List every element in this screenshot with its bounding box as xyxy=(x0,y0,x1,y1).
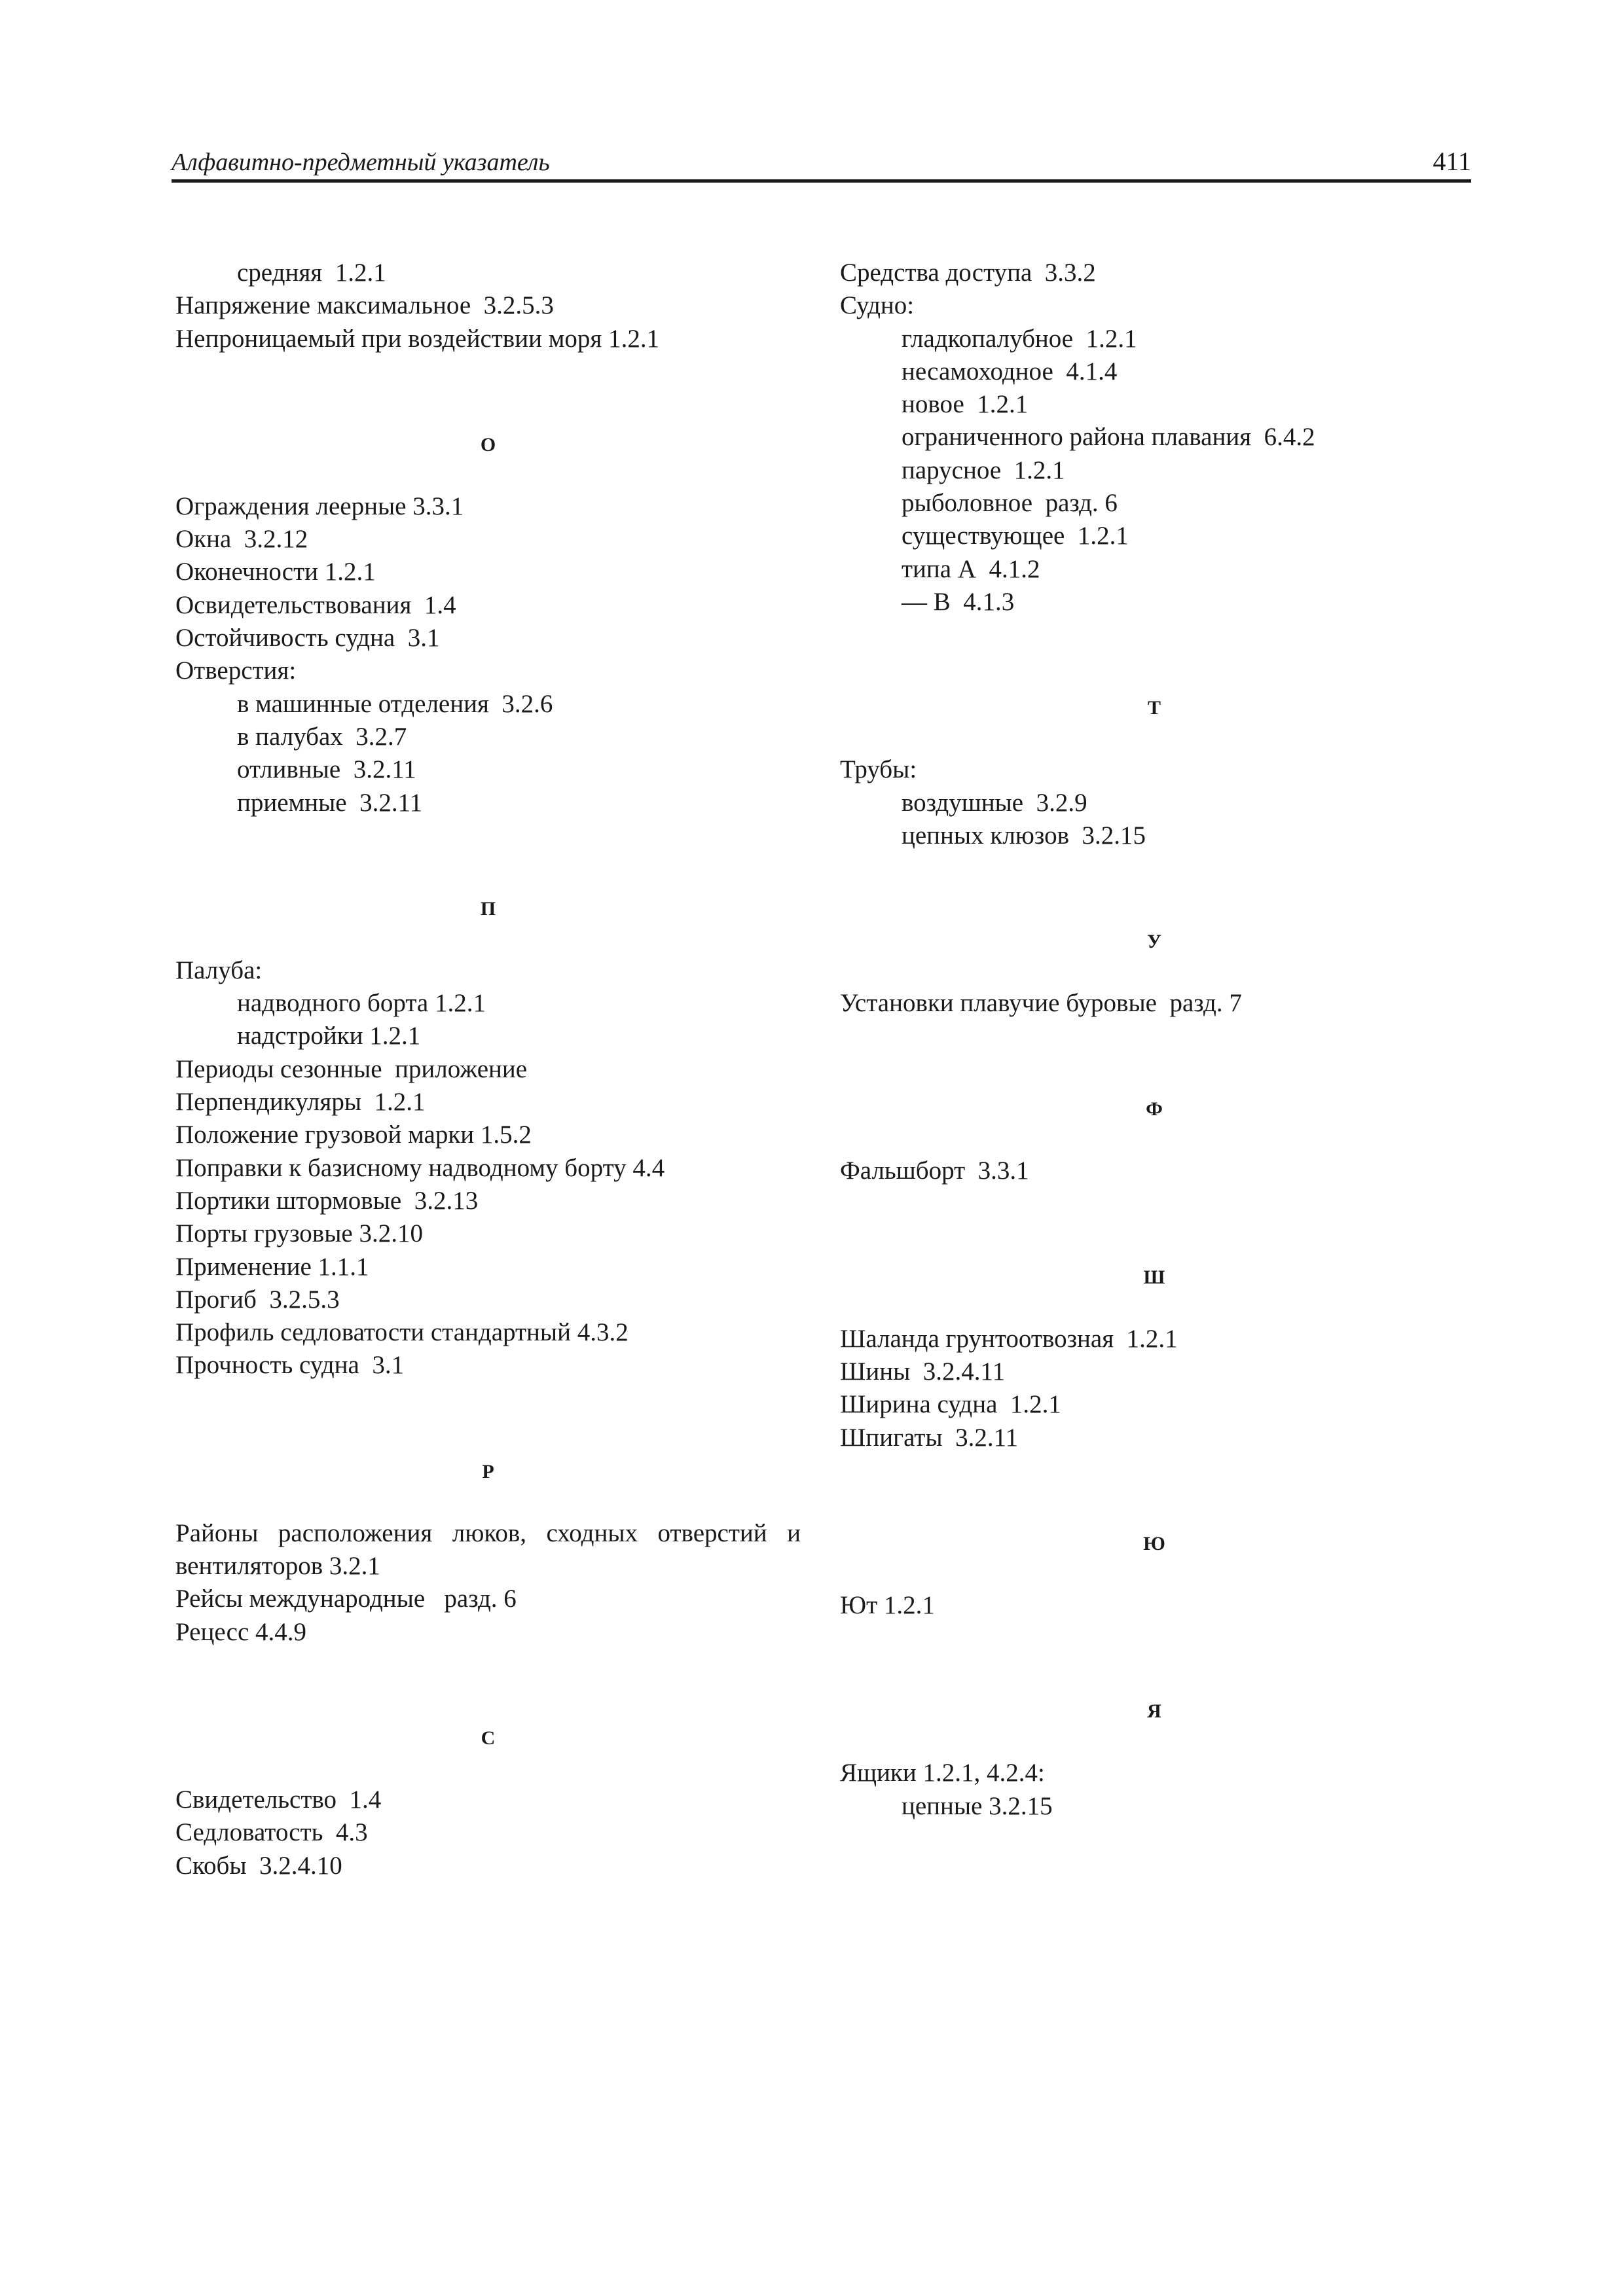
index-subentry: надводного борта 1.2.1 xyxy=(237,989,486,1018)
index-entry: Порты грузовые 3.2.10 xyxy=(175,1219,423,1248)
spacer xyxy=(175,461,801,490)
spacer xyxy=(840,852,1468,925)
index-subentry: типа А 4.1.2 xyxy=(902,554,1040,583)
index-subentry: цепные 3.2.15 xyxy=(902,1791,1053,1820)
index-entry: Непроницаемый при воздействии моря 1.2.1 xyxy=(175,324,660,353)
index-entry: Седловатость 4.3 xyxy=(175,1818,368,1847)
index-subentry: парусное 1.2.1 xyxy=(902,456,1065,484)
page-number: 411 xyxy=(1432,147,1471,176)
index-subentry: существующее 1.2.1 xyxy=(902,522,1129,550)
section-letter-heading: Ю xyxy=(1143,1532,1165,1554)
index-entry: Шины 3.2.4.11 xyxy=(840,1357,1006,1386)
index-entry: Установки плавучие буровые разд. 7 xyxy=(840,989,1242,1018)
spacer xyxy=(840,1560,1468,1589)
spacer xyxy=(840,1126,1468,1155)
header-title: Алфавитно-предметный указатель xyxy=(172,149,550,176)
spacer xyxy=(175,1488,801,1517)
spacer xyxy=(175,925,801,954)
index-entry: Шпигаты 3.2.11 xyxy=(840,1423,1019,1452)
index-entry: Прочность судна 3.1 xyxy=(175,1351,405,1380)
index-entry: Применение 1.1.1 xyxy=(175,1252,369,1281)
spacer xyxy=(840,1454,1468,1528)
index-subentry: новое 1.2.1 xyxy=(902,390,1029,419)
index-subentry: гладкопалубное 1.2.1 xyxy=(902,324,1137,353)
index-entry: Поправки к базисному надводному борту 4.4 xyxy=(175,1153,665,1182)
index-entry: Палуба: xyxy=(175,956,263,984)
index-column-left xyxy=(175,257,801,1882)
spacer xyxy=(840,1020,1468,1093)
index-entry: Окна 3.2.12 xyxy=(175,525,308,554)
index-entry: Прогиб 3.2.5.3 xyxy=(175,1285,340,1314)
spacer xyxy=(840,1728,1468,1757)
spacer xyxy=(840,725,1468,753)
index-entry: Профиль седловатости стандартный 4.3.2 xyxy=(175,1318,629,1347)
index-entry: Трубы: xyxy=(840,755,917,784)
index-entry: Напряжение максимальное 3.2.5.3 xyxy=(175,291,554,320)
section-letter-heading: Ш xyxy=(1143,1266,1165,1288)
index-entry: Свидетельство 1.4 xyxy=(175,1785,382,1814)
section-letter-heading: С xyxy=(481,1727,496,1749)
index-subentry: средняя 1.2.1 xyxy=(237,259,386,287)
section-letter-heading: О xyxy=(480,433,496,456)
index-entry: Ограждения леерные 3.3.1 xyxy=(175,492,464,520)
index-subentry: отливные 3.2.11 xyxy=(237,755,416,784)
section-letter-heading: Р xyxy=(482,1460,494,1482)
index-entry: Рецесс 4.4.9 xyxy=(175,1617,307,1646)
index-entry: Шаланда грунтоотвозная 1.2.1 xyxy=(840,1324,1178,1353)
spacer xyxy=(175,1649,801,1722)
spacer xyxy=(175,1755,801,1784)
spacer xyxy=(175,355,801,429)
index-column-right xyxy=(840,257,1468,1823)
index-subentry: в палубах 3.2.7 xyxy=(237,722,407,751)
index-entry: Положение грузовой марки 1.5.2 xyxy=(175,1121,532,1149)
index-entry: Фальшборт 3.3.1 xyxy=(840,1157,1029,1185)
spacer xyxy=(840,1188,1468,1261)
index-entry: Скобы 3.2.4.10 xyxy=(175,1851,342,1880)
index-subentry: рыболовное разд. 6 xyxy=(902,489,1118,518)
spacer xyxy=(840,619,1468,692)
spacer xyxy=(840,1294,1468,1323)
spacer xyxy=(840,958,1468,987)
running-header xyxy=(172,143,1471,183)
index-entry: Перпендикуляры 1.2.1 xyxy=(175,1088,426,1117)
spacer xyxy=(840,1622,1468,1695)
index-subentry: воздушные 3.2.9 xyxy=(902,788,1087,817)
spacer xyxy=(175,819,801,893)
index-subentry: в машинные отделения 3.2.6 xyxy=(237,689,553,718)
section-letter-heading: П xyxy=(480,897,496,920)
index-entry: Ют 1.2.1 xyxy=(840,1590,935,1619)
index-entry: Оконечности 1.2.1 xyxy=(175,558,376,586)
index-subentry: цепных клюзов 3.2.15 xyxy=(902,821,1146,850)
index-entry: Ящики 1.2.1, 4.2.4: xyxy=(840,1759,1045,1787)
index-entry: Периоды сезонные приложение xyxy=(175,1054,528,1083)
index-entry: Остойчивость судна 3.1 xyxy=(175,624,440,653)
index-subentry: ограниченного района плавания 6.4.2 xyxy=(902,423,1315,452)
index-subentry: — В 4.1.3 xyxy=(902,587,1015,616)
index-entry: Рейсы международные разд. 6 xyxy=(175,1585,517,1613)
index-subentry: несамоходное 4.1.4 xyxy=(902,357,1118,386)
index-subentry: надстройки 1.2.1 xyxy=(237,1022,421,1050)
index-entry: Районы расположения люков, сходных отверстий и вентиляторов 3.2.1 xyxy=(175,1518,801,1581)
index-subentry: приемные 3.2.11 xyxy=(237,788,423,817)
index-entry: Судно: xyxy=(840,291,915,320)
section-letter-heading: Ф xyxy=(1146,1098,1163,1121)
index-entry: Освидетельствования 1.4 xyxy=(175,590,456,619)
section-letter-heading: Я xyxy=(1147,1700,1161,1723)
index-entry: Портики штормовые 3.2.13 xyxy=(175,1186,479,1215)
section-letter-heading: Т xyxy=(1147,697,1161,719)
section-letter-heading: У xyxy=(1146,931,1162,953)
index-entry: Ширина судна 1.2.1 xyxy=(840,1390,1061,1419)
index-entry: Средства доступа 3.3.2 xyxy=(840,259,1096,287)
index-entry: Отверстия: xyxy=(175,656,297,685)
spacer xyxy=(175,1382,801,1456)
